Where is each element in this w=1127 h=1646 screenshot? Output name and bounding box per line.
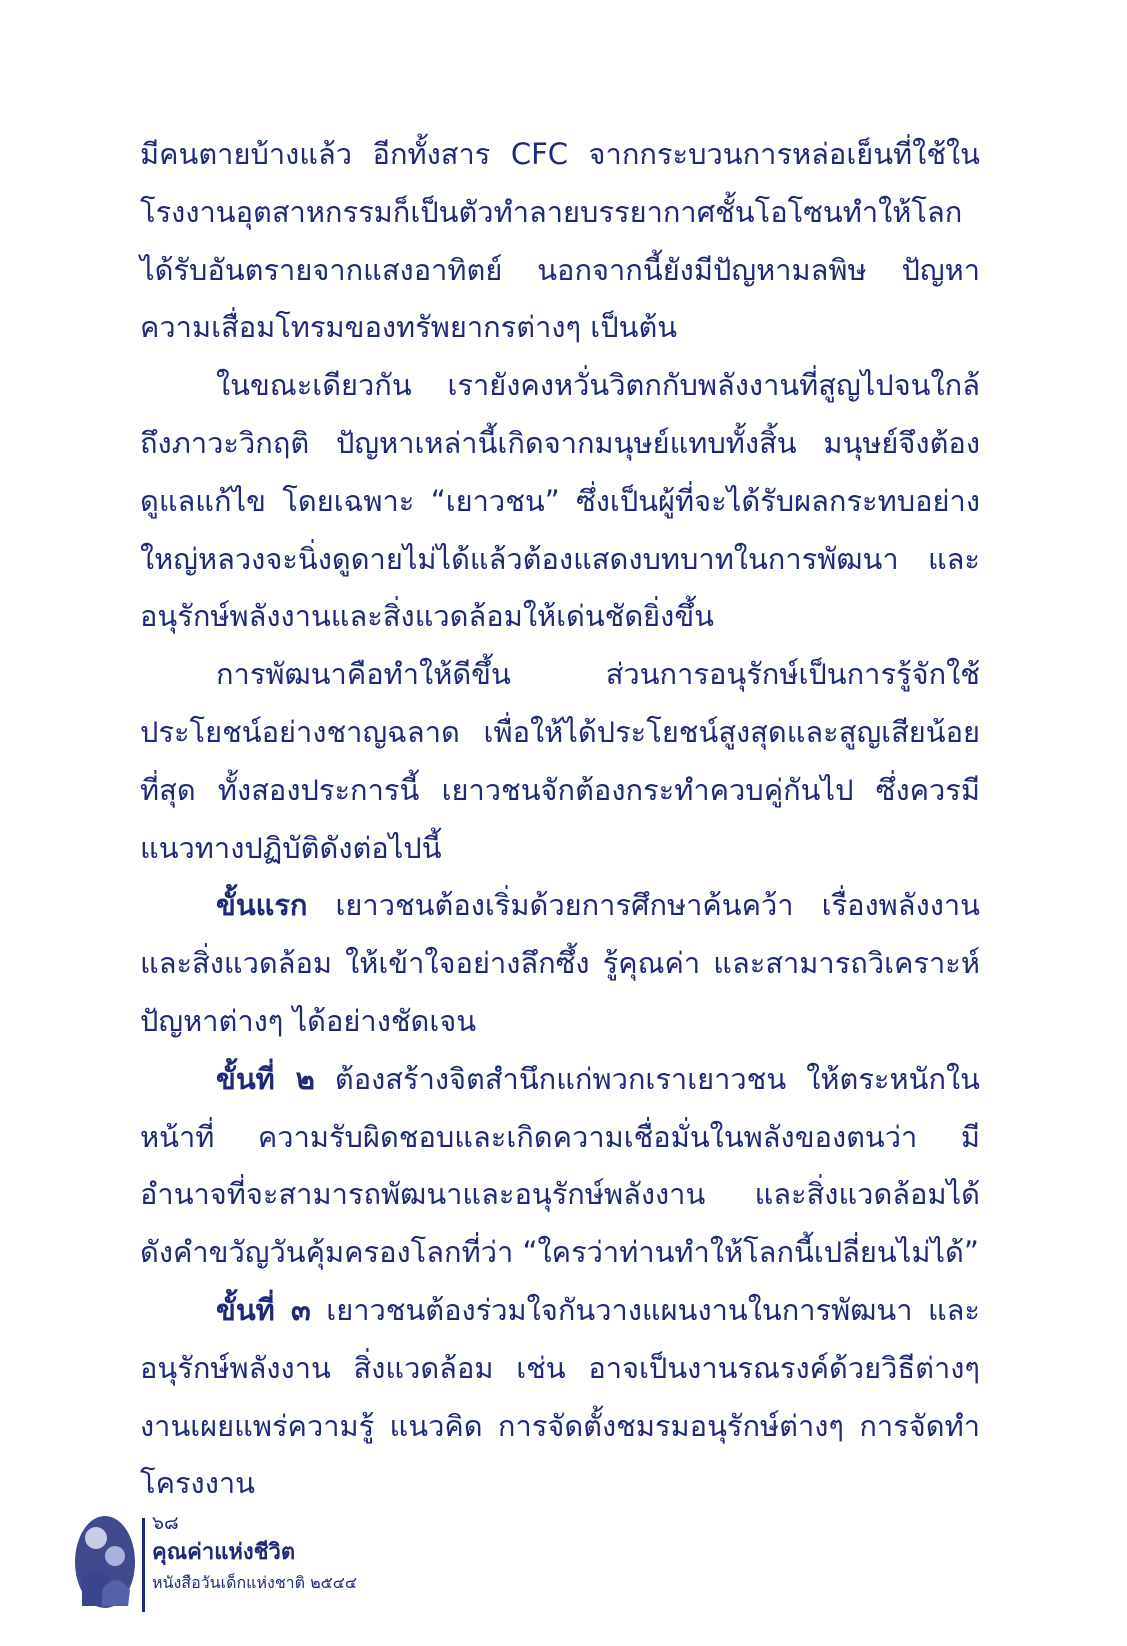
paragraph-text: เยาวชนต้องเริ่มด้วยการศึกษาค้นคว้า เรื่องพลังงานและสิ่งแวดล้อม ให้เข้าใจอย่างลึกซึ้ง รู้คุณค่า และสามารถวิเคราะห์ปัญหาต่างๆ ได้อย่างชัดเจน bbox=[140, 888, 980, 1038]
paragraph-text: การพัฒนาคือทำให้ดีขึ้น ส่วนการอนุรักษ์เป็นการรู้จักใช้ประโยชน์อย่างชาญฉลาด เพื่อให้ได้ประโยชน์สูงสุดและสูญเสียน้อยที่สุด ทั้งสองประการนี้ เยาวชนจักต้องกระทำควบคู่กันไป ซึ่งควรมีแนวทางปฏิบัติดังต่อไปนี้ bbox=[140, 657, 980, 865]
paragraph-text: ต้องสร้างจิตสำนึกแก่พวกเราเยาวชน ให้ตระหนักในหน้าที่ ความรับผิดชอบและเกิดความเชื่อมั่นในพลังของตนว่า มีอำนาจที่จะสามารถพัฒนาและอนุรักษ์พลังงาน และสิ่งแวดล้อมได้ ดังคำขวัญวันคุ้มครองโลกที่ว่า “ใครว่าท่านทำให้โลกนี้เปลี่ยนไม่ได้” bbox=[140, 1061, 980, 1270]
children-photo-icon bbox=[72, 1510, 138, 1610]
paragraph-step-2 bbox=[140, 1051, 980, 1282]
paragraph-3 bbox=[140, 646, 980, 877]
body-text bbox=[140, 126, 980, 1513]
paragraph-text: มีคนตายบ้างแล้ว อีกทั้งสาร CFC จากกระบวนการหล่อเย็นที่ใช้ในโรงงานอุตสาหกรรมก็เป็นตัวทำลายบรรยากาศชั้นโอโซนทำให้โลกได้รับอันตรายจากแสงอาทิตย์ นอกจากนี้ยังมีปัญหามลพิษ ปัญหาความเสื่อมโทรมของทรัพยากรต่างๆ เป็นต้น bbox=[140, 137, 980, 345]
paragraph-text: ในขณะเดียวกัน เรายังคงหวั่นวิตกกับพลังงานที่สูญไปจนใกล้ถึงภาวะวิกฤติ ปัญหาเหล่านี้เกิดจากมนุษย์แทบทั้งสิ้น มนุษย์จึงต้องดูแลแก้ไข โดยเฉพาะ “เยาวชน” ซึ่งเป็นผู้ที่จะได้รับผลกระทบอย่างใหญ่หลวงจะนิ่งดูดายไม่ได้แล้วต้องแสดงบทบาทในการพัฒนา และอนุรักษ์พลังงานและสิ่งแวดล้อมให้เด่นชัดยิ่งขึ้น bbox=[140, 368, 980, 634]
paragraph-2 bbox=[140, 357, 980, 646]
step-heading: ขั้นที่ ๓ bbox=[216, 1292, 311, 1327]
paragraph-text: เยาวชนต้องร่วมใจกันวางแผนงานในการพัฒนา และอนุรักษ์พลังงาน สิ่งแวดล้อม เช่น อาจเป็นงานรณรงค์ด้วยวิธีต่างๆ งานเผยแพร่ความรู้ แนวคิด การจัดตั้งชมรมอนุรักษ์ต่างๆ การจัดทำโครงงาน bbox=[140, 1292, 980, 1501]
step-heading: ขั้นที่ ๒ bbox=[216, 1061, 315, 1096]
book-title: คุณค่าแห่งชีวิต bbox=[152, 1540, 296, 1565]
paragraph-1 bbox=[140, 126, 980, 357]
footer-divider bbox=[142, 1518, 145, 1612]
paragraph-step-3 bbox=[140, 1282, 980, 1513]
page-number: ๖๘ bbox=[152, 1512, 179, 1534]
paragraph-step-1 bbox=[140, 877, 980, 1050]
book-subtitle: หนังสือวันเด็กแห่งชาติ ๒๕๔๔ bbox=[152, 1573, 358, 1592]
step-heading: ขั้นแรก bbox=[216, 888, 308, 923]
page-footer bbox=[72, 1510, 412, 1620]
